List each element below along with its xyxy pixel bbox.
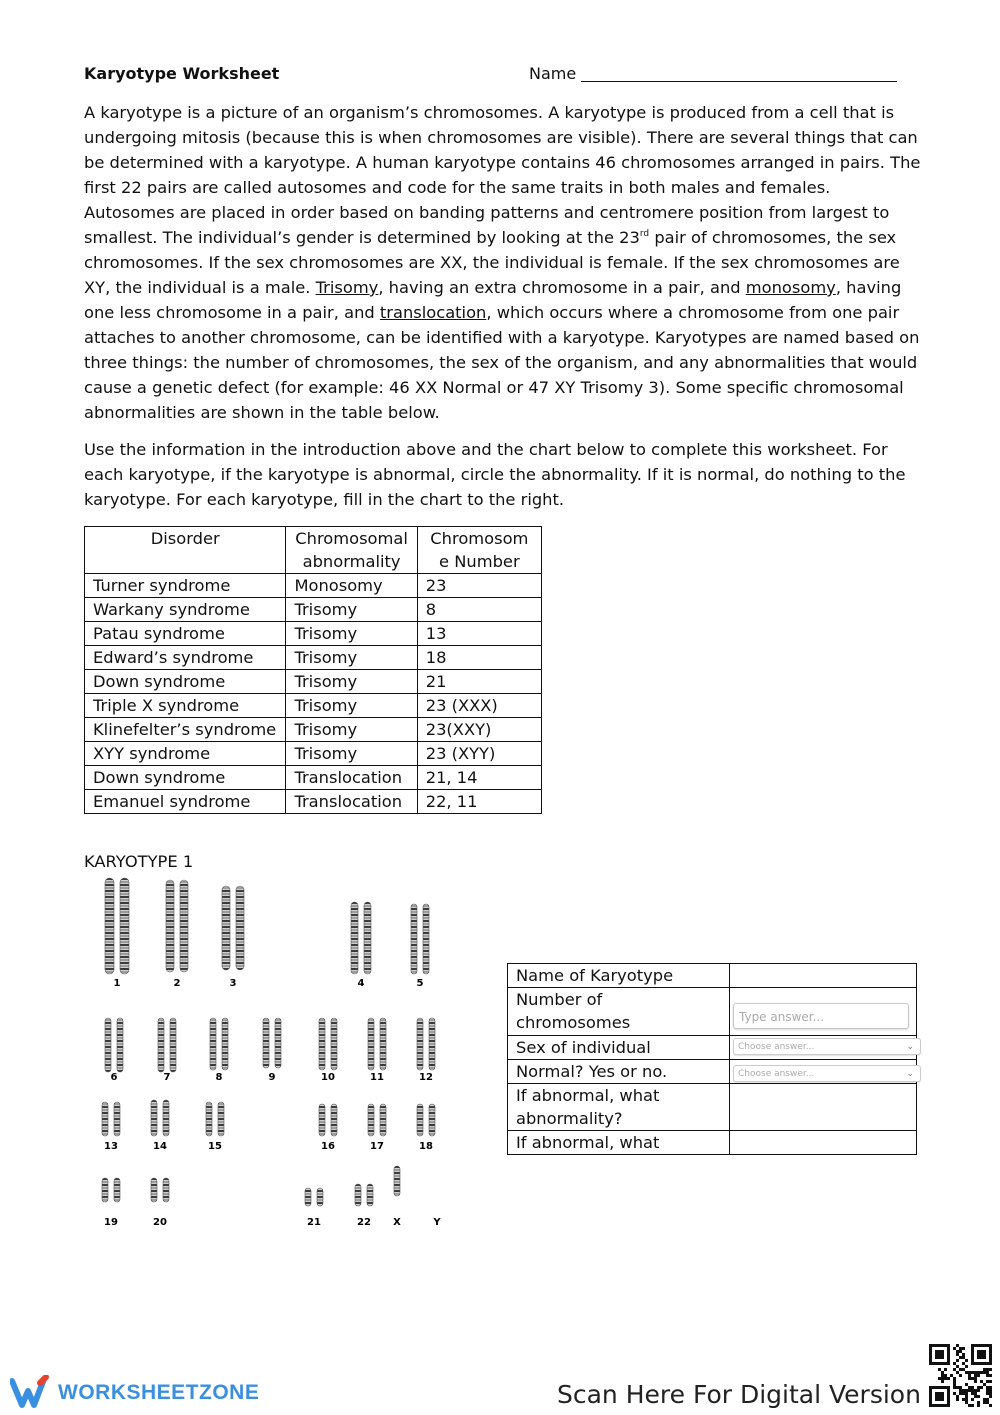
chromosome-9 (275, 1018, 281, 1068)
chromosome-label: 18 (419, 1141, 433, 1152)
chromosome-label: 3 (229, 978, 237, 989)
answer-label: Normal? Yes or no. (508, 1060, 730, 1084)
chromosome-1 (120, 878, 129, 974)
chromosome-3 (236, 886, 244, 970)
chromosome-number-cell: 18 (417, 646, 541, 670)
chromosome-19 (102, 1178, 108, 1202)
chromosome-label: 7 (163, 1072, 171, 1083)
chromosome-14 (151, 1100, 157, 1136)
answer-name-cell[interactable] (730, 964, 917, 988)
chromosome-label: 20 (153, 1217, 167, 1228)
chromosome-label: 17 (370, 1141, 384, 1152)
term-translocation: translocation (379, 303, 487, 322)
disorder-row (85, 670, 542, 694)
sex-select[interactable]: Choose answer... ⌄ (733, 1038, 921, 1055)
answer-row-number (508, 988, 917, 1036)
disorder-cell: Edward’s syndrome (85, 646, 286, 670)
disorder-row (85, 790, 542, 814)
chromosome-13 (114, 1102, 120, 1136)
disorder-row (85, 574, 542, 598)
chromosome-number-cell: 23 (XYY) (417, 742, 541, 766)
chromosome-22 (355, 1184, 361, 1206)
answer-normal-cell (730, 1060, 917, 1084)
answer-abnormality-cell[interactable] (730, 1084, 917, 1131)
karyotype-answer-table (507, 963, 917, 1155)
answer-row-normal (508, 1060, 917, 1084)
chromosome-set (102, 878, 435, 1206)
chromosome-12 (417, 1018, 423, 1070)
chromosome-label: 10 (321, 1072, 335, 1083)
chromosome-label: 11 (370, 1072, 384, 1083)
chromosome-12 (429, 1018, 435, 1070)
answer-label: Name of Karyotype (508, 964, 730, 988)
disorder-row (85, 766, 542, 790)
disorder-table-header (85, 527, 542, 574)
chromosome-18 (429, 1104, 435, 1136)
chromosome-number-cell: 22, 11 (417, 790, 541, 814)
abnormality-cell: Trisomy (286, 718, 417, 742)
answer-label: Number of chromosomes (508, 988, 730, 1036)
answer-row-abnormality (508, 1084, 917, 1131)
chromosome-number-cell: 8 (417, 598, 541, 622)
chromosome-label: 15 (208, 1141, 222, 1152)
disorder-cell: Turner syndrome (85, 574, 286, 598)
abnormality-cell: Translocation (286, 766, 417, 790)
chromosome-10 (319, 1018, 325, 1070)
chromosome-4 (351, 902, 358, 974)
chromosome-5 (411, 904, 417, 974)
answer-label: Sex of individual (508, 1036, 730, 1060)
disorder-row (85, 694, 542, 718)
chromosome-16 (331, 1104, 337, 1136)
scan-here-text: Scan Here For Digital Version (557, 1380, 921, 1409)
chromosome-label: 6 (110, 1072, 118, 1083)
chromosome-label: 21 (307, 1217, 321, 1228)
chromosome-number-cell: 23 (417, 574, 541, 598)
abnormality-cell: Trisomy (286, 598, 417, 622)
chromosome-2 (166, 880, 174, 972)
disorder-row (85, 718, 542, 742)
abnormality-cell: Trisomy (286, 742, 417, 766)
abnormality-cell: Translocation (286, 790, 417, 814)
chromosome-6 (105, 1018, 111, 1072)
disorder-table (84, 526, 542, 814)
qr-code-icon[interactable] (928, 1343, 994, 1409)
chromosome-number-cell: 13 (417, 622, 541, 646)
chromosome-X (394, 1166, 400, 1196)
chromosome-number-cell: 23(XXY) (417, 718, 541, 742)
chromosome-number-cell: 21, 14 (417, 766, 541, 790)
disorder-cell: Klinefelter’s syndrome (85, 718, 286, 742)
normal-select[interactable]: Choose answer... ⌄ (733, 1065, 921, 1082)
abnormality-cell: Monosomy (286, 574, 417, 598)
chromosome-19 (114, 1178, 120, 1202)
answer-label: If abnormal, what (508, 1131, 730, 1155)
term-trisomy: Trisomy (315, 278, 379, 297)
chromosome-label: 1 (113, 978, 121, 989)
disorder-row (85, 622, 542, 646)
chromosome-22 (367, 1184, 373, 1206)
worksheetzone-logo-text: WORKSHEETZONE (58, 1381, 260, 1404)
disorder-cell: XYY syndrome (85, 742, 286, 766)
chromosome-label: 13 (104, 1141, 118, 1152)
chromosome-8 (210, 1018, 216, 1070)
chromosome-label: 8 (215, 1072, 223, 1083)
chromosome-13 (102, 1102, 108, 1136)
answer-row-sex (508, 1036, 917, 1060)
chromosome-1 (105, 878, 114, 974)
disorder-cell: Down syndrome (85, 670, 286, 694)
chromosome-17 (380, 1104, 386, 1136)
chevron-down-icon: ⌄ (906, 1069, 914, 1079)
karyotype-1-label: KARYOTYPE 1 (84, 852, 194, 871)
chromosome-number-input[interactable]: Type answer... (733, 1003, 909, 1029)
worksheet-title: Karyotype Worksheet (84, 64, 280, 83)
term-monosomy: monosomy (745, 278, 836, 297)
chromosome-16 (319, 1104, 325, 1136)
disorder-cell: Triple X syndrome (85, 694, 286, 718)
worksheetzone-logo-icon (10, 1375, 54, 1409)
disorder-row (85, 598, 542, 622)
chromosome-5 (423, 904, 429, 974)
abnormality-cell: Trisomy (286, 670, 417, 694)
chromosome-number-cell: 23 (XXX) (417, 694, 541, 718)
disorder-cell: Down syndrome (85, 766, 286, 790)
chromosome-label: 12 (419, 1072, 433, 1083)
name-blank-line[interactable] (581, 81, 897, 82)
header-chromosome-number: Chromosom e Number (417, 527, 541, 574)
chromosome-20 (163, 1178, 169, 1202)
chromosome-17 (368, 1104, 374, 1136)
chromosome-11 (380, 1018, 386, 1070)
answer-row-name (508, 964, 917, 988)
chromosome-label: 5 (416, 978, 424, 989)
chromosome-7 (158, 1018, 164, 1072)
chromosome-label: 4 (357, 978, 365, 989)
header-abnormality: Chromosomal abnormality (286, 527, 417, 574)
chromosome-18 (417, 1104, 423, 1136)
chromosome-label: 2 (173, 978, 181, 989)
abnormality-cell: Trisomy (286, 646, 417, 670)
chromosome-label: 9 (268, 1072, 276, 1083)
chromosome-label: 16 (321, 1141, 335, 1152)
chromosome-6 (117, 1018, 123, 1072)
chromosome-label: 14 (153, 1141, 167, 1152)
abnormality-cell: Trisomy (286, 694, 417, 718)
answer-number-cell (730, 988, 917, 1036)
chromosome-9 (263, 1018, 269, 1068)
chromosome-14 (163, 1100, 169, 1136)
chromosome-label: Y (433, 1217, 441, 1228)
chromosome-21 (317, 1188, 323, 1206)
disorder-cell: Patau syndrome (85, 622, 286, 646)
chromosome-21 (305, 1188, 311, 1206)
chromosome-10 (331, 1018, 337, 1070)
abnormality-cell: Trisomy (286, 622, 417, 646)
disorder-row (85, 742, 542, 766)
answer-label: If abnormal, what abnormality? (508, 1084, 730, 1131)
chromosome-label: X (393, 1217, 401, 1228)
answer-row-extra (508, 1131, 917, 1155)
disorder-row (85, 646, 542, 670)
instructions-paragraph: Use the information in the introduction above and the chart below to complete this worksheet. For each karyotype, if the karyotype is abnormal, circle the abnormality. If it is normal, do nothing to the karyotype. For each karyotype, fill in the chart to the right. (84, 440, 906, 509)
chromosome-label: 19 (104, 1217, 118, 1228)
chromosome-4 (364, 902, 371, 974)
chromosome-7 (170, 1018, 176, 1072)
disorder-cell: Warkany syndrome (85, 598, 286, 622)
chromosome-2 (180, 880, 188, 972)
name-label: Name (529, 64, 577, 83)
chromosome-number-cell: 21 (417, 670, 541, 694)
chromosome-15 (218, 1102, 224, 1136)
chromosome-3 (222, 886, 230, 970)
intro-paragraph: A karyotype is a picture of an organism’s chromosomes. A karyotype is produced from a cell that is undergoing mitosis (because this is when chromosomes are visible). There are several things that can be determined with a karyotype. A human karyotype contains 46 chromosomes arranged in pairs. The first 22 pairs are called autosomes and code for the same traits in both males and females. Autosomes are placed in order based on banding patterns and centromere position from largest to smallest. The individual’s gender is determined by looking at the 23rd pair of chromosomes, the sex chromosomes. If the sex chromosomes are XX, the individual is female. If the sex chromosomes are XY, the individual is a male. Trisomy, having an extra chromosome in a pair, and monosomy, having one less chromosome in a pair, and translocation, which occurs where a chromosome from one pair attaches to another chromosome, can be identified with a karyotype. Karyotypes are named based on three things: the number of chromosomes, the sex of the organism, and any abnormalities that would cause a genetic defect (for example: 46 XX Normal or 47 XY Trisomy 3). Some specific chromosomal abnormalities are shown in the table below. (84, 103, 921, 422)
header-disorder: Disorder (85, 527, 286, 574)
disorder-cell: Emanuel syndrome (85, 790, 286, 814)
chromosome-8 (222, 1018, 228, 1070)
chevron-down-icon: ⌄ (906, 1042, 914, 1052)
chromosome-11 (368, 1018, 374, 1070)
chromosome-20 (151, 1178, 157, 1202)
answer-extra-cell[interactable] (730, 1131, 917, 1155)
chromosome-15 (206, 1102, 212, 1136)
chromosome-label: 22 (357, 1217, 371, 1228)
karyotype-1-image (80, 872, 460, 1237)
answer-sex-cell (730, 1036, 917, 1060)
